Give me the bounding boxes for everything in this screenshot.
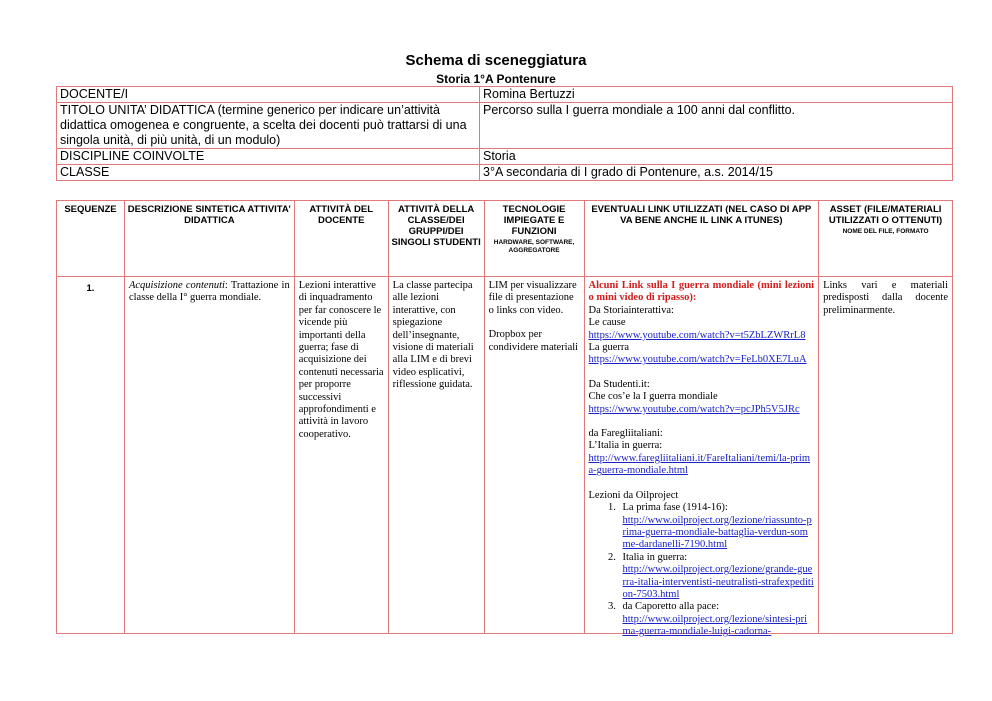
info-row-titolo (57, 103, 953, 149)
descrizione-cell (124, 277, 294, 634)
classe-cell: La classe partecipa alle lezioni interattive, con spiegazione dell’insegnante, visione di materiali alla LIM e di brevi video esplicativi, riflessione guidata. (388, 277, 484, 634)
info-row-discipline (57, 149, 953, 165)
table-row (57, 277, 953, 634)
link-url[interactable]: https://www.youtube.com/watch?v=t5ZbLZWRrL8 (588, 329, 806, 341)
header-descrizione: DESCRIZIONE SINTETICA ATTIVITA’ DIDATTICA (124, 201, 294, 277)
header-asset-label: ASSET (FILE/MATERIALI UTILIZZATI O OTTENUTI) (828, 204, 943, 226)
header-link: EVENTUALI LINK UTILIZZATI (NEL CASO DI APP VA BENE ANCHE IL LINK A ITUNES) (584, 201, 819, 277)
info-key: TITOLO UNITA’ DIDATTICA (termine generico per indicare un’attività didattica omogenea e congruente, a scelta dei docenti può trattarsi di una singola unità, di più unità, di un modulo) (57, 103, 480, 149)
links-source-1: Da Storiainterattiva: (588, 304, 674, 316)
info-table (56, 86, 953, 181)
docente-cell: Lezioni interattive di inquadramento per far conoscere le vicende più importanti della guerra; fase di acquisizione dei contenuti necessaria per proporre successivi approfondimenti e attività in lavoro cooperativo. (294, 277, 388, 634)
list-item (619, 552, 815, 602)
info-value: Romina Bertuzzi (480, 87, 953, 103)
lezione-label: 2. Italia in guerra: (622, 551, 688, 563)
lezione-label: 3. da Caporetto alla pace: (622, 601, 719, 613)
header-tecnologie (484, 201, 584, 277)
page-title: Schema di sceneggiatura (405, 52, 587, 69)
header-tecnologie-label: TECNOLOGIE IMPIEGATE E FUNZIONI (502, 204, 566, 237)
lezione-url[interactable]: http://www.oilproject.org/lezione/grande-guerra-italia-interventisti-neutralisti-strafexpedition-7503.html (622, 564, 814, 600)
lezione-url[interactable]: http://www.oilproject.org/lezione/sintesi-prima-guerra-mondiale-luigi-cadorna- (622, 613, 808, 638)
asset-cell: Links vari e materiali predisposti dalla docente preliminarmente. (819, 277, 953, 634)
link-url[interactable]: http://www.faregliitaliani.it/FareItaliani/temi/la-prima-guerra-mondiale.html (588, 452, 811, 477)
info-key: DISCIPLINE COINVOLTE (57, 149, 480, 165)
header-classe: ATTIVITÀ DELLA CLASSE/DEI GRUPPI/DEI SINGOLI STUDENTI (388, 201, 484, 277)
tecnologie-text-2: Dropbox per condividere materiali (488, 329, 579, 353)
sequence-number: 1. (57, 277, 125, 634)
tecnologie-text-1: LIM per visualizzare file di presentazione o links con video. (488, 280, 577, 316)
link-label: La guerra (588, 342, 630, 354)
tecnologie-cell (484, 277, 584, 634)
info-value: Storia (480, 149, 953, 165)
link-label: Le cause (588, 317, 626, 329)
header-asset-sub: NOME DEL FILE, FORMATO (842, 228, 929, 235)
lezione-label: 1. La prima fase (1914-16): (622, 502, 728, 514)
info-key: DOCENTE/I (57, 87, 480, 103)
header-sequenze: SEQUENZE (57, 201, 125, 277)
link-label: L’Italia in guerra: (588, 440, 663, 452)
page-subtitle: Storia 1°A Pontenure (436, 72, 556, 86)
info-value: Percorso sulla I guerra mondiale a 100 anni dal conflitto. (480, 103, 953, 149)
list-item (619, 601, 815, 638)
info-row-docente (57, 87, 953, 103)
link-label: Che cos’e la I guerra mondiale (588, 391, 718, 403)
table-header-row (57, 201, 953, 277)
links-source-4: Lezioni da Oilproject (588, 489, 679, 501)
links-source-2: Da Studenti.it: (588, 378, 650, 390)
links-intro: Alcuni Link sulla I guerra mondiale (mini lezioni o mini video di ripasso): (588, 280, 815, 304)
link-url[interactable]: https://www.youtube.com/watch?v=FeLb0XE7LuA (588, 354, 807, 366)
descrizione-text: : Trattazione in classe della I° guerra mondiale. (128, 280, 290, 304)
link-cell (584, 277, 819, 638)
sequence-table (56, 200, 953, 638)
info-row-classe (57, 165, 953, 181)
header-docente: ATTIVITÀ DEL DOCENTE (294, 201, 388, 277)
descrizione-italic: Acquisizione contenuti (128, 280, 225, 291)
info-value: 3°A secondaria di I grado di Pontenure, a.s. 2014/15 (480, 165, 953, 181)
info-key: CLASSE (57, 165, 480, 181)
header-asset (819, 201, 953, 277)
link-url[interactable]: https://www.youtube.com/watch?v=pcJPh5V5JRc (588, 403, 800, 415)
lezione-url[interactable]: http://www.oilproject.org/lezione/riassunto-prima-guerra-mondiale-battaglia-verdun-somme-dardanelli-7190.html (622, 514, 812, 551)
links-source-3: da Faregliitaliani: (588, 428, 663, 440)
lezioni-list (589, 502, 815, 638)
header-tecnologie-sub: HARDWARE, SOFTWARE, AGGREGATORE (493, 239, 575, 254)
list-item (619, 502, 815, 552)
